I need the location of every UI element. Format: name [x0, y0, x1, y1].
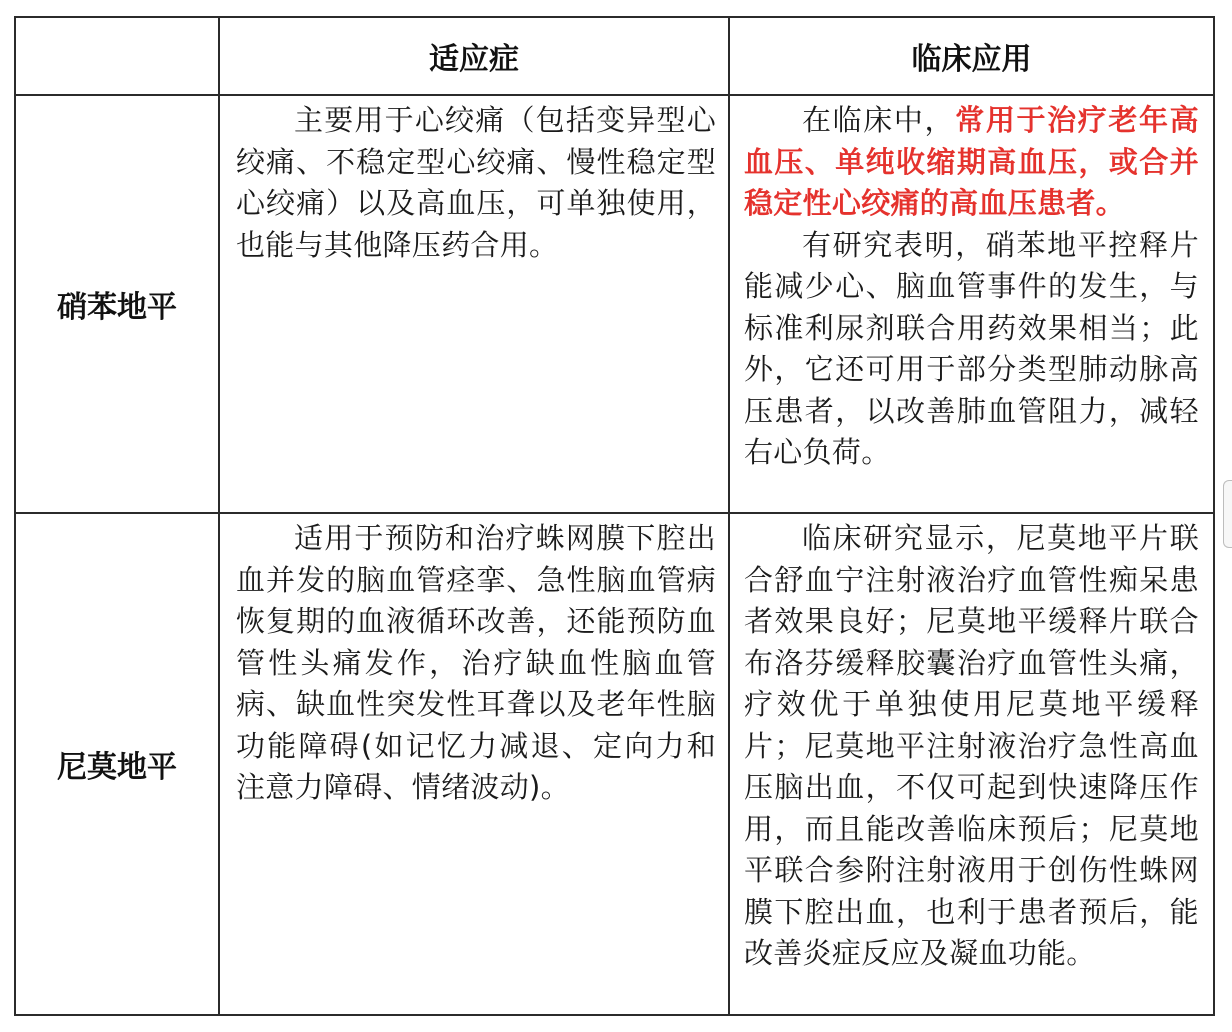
- indication-cell: [219, 513, 729, 1015]
- clinical-paragraph: 有研究表明，硝苯地平控释片能减少心、脑血管事件的发生，与标准利尿剂联合用药效果相当；此外，它还可用于部分类型肺动脉高压患者，以改善肺血管阻力，减轻右心负荷。: [744, 227, 1199, 469]
- clinical-paragraph: [730, 96, 1213, 225]
- indication-cell: [219, 95, 729, 513]
- clinical-paragraph: 临床研究显示，尼莫地平片联合舒血宁注射液治疗血管性痴呆患者效果良好；尼莫地平缓释片联合布洛芬缓释胶囊治疗血管性头痛，疗效优于单独使用尼莫地平缓释片；尼莫地平注射液治疗急性高血压脑出血，不仅可起到快速降压作用，而且能改善临床预后；尼莫地平联合参附注射液用于创伤性蛛网膜下腔出血，也利于患者预后，能改善炎症反应及凝血功能。: [744, 521, 1199, 970]
- highlighted-text: 常用于治疗老年高血压、单纯收缩期高血压，或合并稳定性心绞痛的高血压患者。: [744, 103, 1199, 220]
- table-row: [15, 513, 1214, 1015]
- header-corner-cell: [15, 17, 219, 95]
- header-clinical-application: 临床应用: [729, 17, 1214, 95]
- clinical-text-prefix: 在临床中，: [802, 103, 956, 137]
- side-scroll-handle[interactable]: [1223, 480, 1232, 548]
- header-indication: 适应症: [219, 17, 729, 95]
- clinical-application-cell: [729, 513, 1214, 1015]
- table-row: [15, 95, 1214, 513]
- indication-text: 主要用于心绞痛（包括变异型心绞痛、不稳定型心绞痛、慢性稳定型心绞痛）以及高血压，可单独使用，也能与其他降压药合用。: [236, 103, 716, 262]
- indication-text: 适用于预防和治疗蛛网膜下腔出血并发的脑血管痉挛、急性脑血管病恢复期的血液循环改善，还能预防血管性头痛发作，治疗缺血性脑血管病、缺血性突发性耳聋以及老年性脑功能障碍(如记忆力减退、定向力和注意力障碍、情绪波动)。: [236, 521, 716, 804]
- drug-comparison-table: [14, 16, 1215, 1016]
- drug-name-nimodipine: 尼莫地平: [15, 513, 219, 1015]
- clinical-application-cell: [729, 95, 1214, 513]
- drug-name-nifedipine: 硝苯地平: [15, 95, 219, 513]
- table-header-row: [15, 17, 1214, 95]
